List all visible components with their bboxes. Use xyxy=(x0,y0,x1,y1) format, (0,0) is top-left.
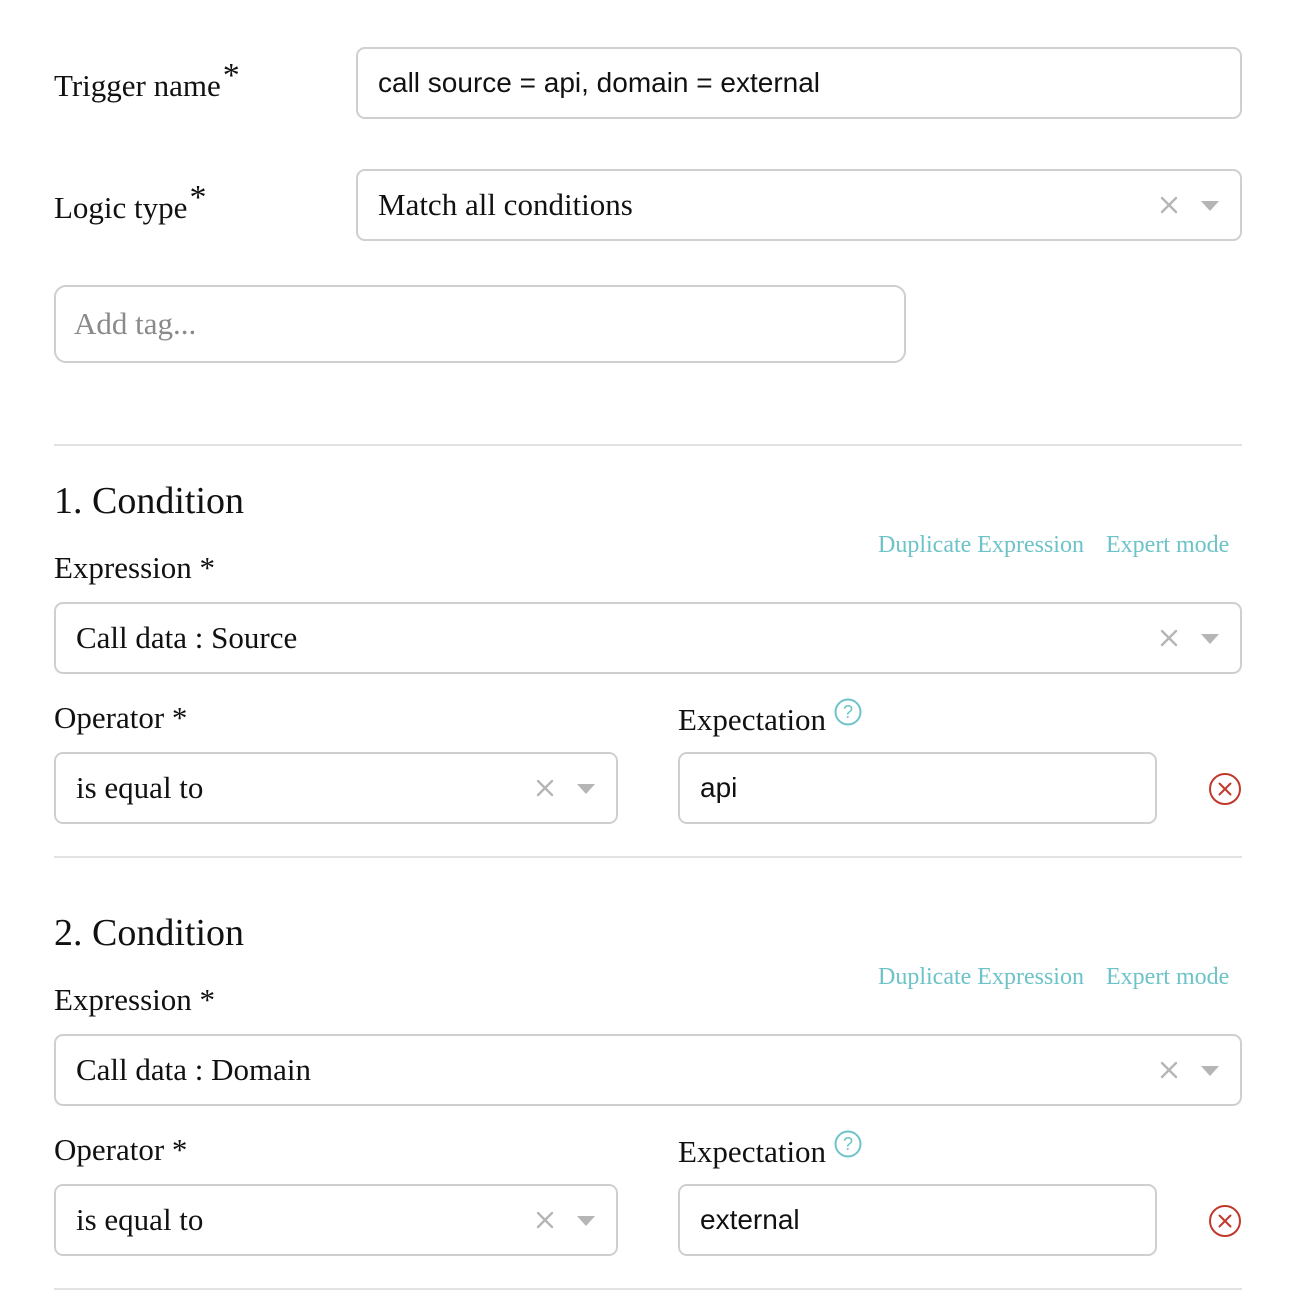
divider xyxy=(54,444,1242,446)
trigger-name-value: call source = api, domain = external xyxy=(378,67,821,98)
add-tag-input[interactable] xyxy=(54,285,906,363)
trigger-name-label-text: Trigger name xyxy=(54,68,221,103)
clear-x-icon[interactable] xyxy=(534,1209,556,1231)
help-circle-icon[interactable] xyxy=(834,698,862,726)
divider xyxy=(54,856,1242,858)
condition-1-expectation-label xyxy=(678,698,862,740)
duplicate-expression-link[interactable]: Duplicate Expression xyxy=(878,532,1084,558)
expert-mode-link[interactable]: Expert mode xyxy=(1106,532,1230,558)
condition-2-operator-select[interactable] xyxy=(54,1184,618,1256)
chevron-down-icon[interactable] xyxy=(1200,200,1220,212)
condition-1-expression-select[interactable] xyxy=(54,602,1242,674)
clear-x-icon[interactable] xyxy=(534,777,556,799)
condition-1-title: 1. Condition xyxy=(54,480,245,522)
clear-x-icon[interactable] xyxy=(1158,627,1180,649)
condition-1-expectation-input[interactable] xyxy=(678,752,1157,824)
condition-1-operator-value: is equal to xyxy=(76,770,204,805)
chevron-down-icon[interactable] xyxy=(1200,1065,1220,1077)
condition-1-operator-label: Operator * xyxy=(54,700,188,735)
condition-2-operator-label: Operator * xyxy=(54,1132,188,1167)
chevron-down-icon[interactable] xyxy=(576,783,596,795)
trigger-name-input[interactable] xyxy=(356,47,1242,119)
expectation-label-text: Expectation xyxy=(678,1134,827,1169)
duplicate-expression-link[interactable]: Duplicate Expression xyxy=(878,964,1084,990)
trigger-name-label xyxy=(54,57,240,106)
help-circle-icon[interactable] xyxy=(834,1130,862,1158)
required-mark: * xyxy=(222,57,240,94)
condition-2-operator-value: is equal to xyxy=(76,1202,204,1237)
condition-2-expectation-input[interactable] xyxy=(678,1184,1157,1256)
condition-2-expectation-value: external xyxy=(700,1204,800,1235)
chevron-down-icon[interactable] xyxy=(1200,633,1220,645)
condition-2-expression-label: Expression * xyxy=(54,982,216,1017)
clear-x-icon[interactable] xyxy=(1158,1059,1180,1081)
remove-circle-icon[interactable] xyxy=(1208,1204,1242,1238)
logic-type-value: Match all conditions xyxy=(378,187,633,222)
logic-type-label xyxy=(54,179,207,228)
expectation-label-text: Expectation xyxy=(678,702,827,737)
remove-circle-icon[interactable] xyxy=(1208,772,1242,806)
condition-1-operator-select[interactable] xyxy=(54,752,618,824)
divider xyxy=(54,1288,1242,1290)
clear-x-icon[interactable] xyxy=(1158,194,1180,216)
condition-2-expression-select[interactable] xyxy=(54,1034,1242,1106)
add-tag-placeholder: Add tag... xyxy=(74,306,197,341)
condition-2-expression-value: Call data : Domain xyxy=(76,1052,312,1087)
condition-1-expression-value: Call data : Source xyxy=(76,620,298,655)
expert-mode-link[interactable]: Expert mode xyxy=(1106,964,1230,990)
svg-text:?: ? xyxy=(843,702,854,722)
condition-2-title: 2. Condition xyxy=(54,912,245,954)
condition-1-expression-label: Expression * xyxy=(54,550,216,585)
logic-type-label-text: Logic type xyxy=(54,190,188,225)
svg-text:?: ? xyxy=(843,1134,854,1154)
logic-type-select[interactable] xyxy=(356,169,1242,241)
condition-1-expectation-value: api xyxy=(700,772,738,803)
condition-2-expectation-label xyxy=(678,1130,862,1172)
required-mark: * xyxy=(189,179,207,216)
chevron-down-icon[interactable] xyxy=(576,1215,596,1227)
